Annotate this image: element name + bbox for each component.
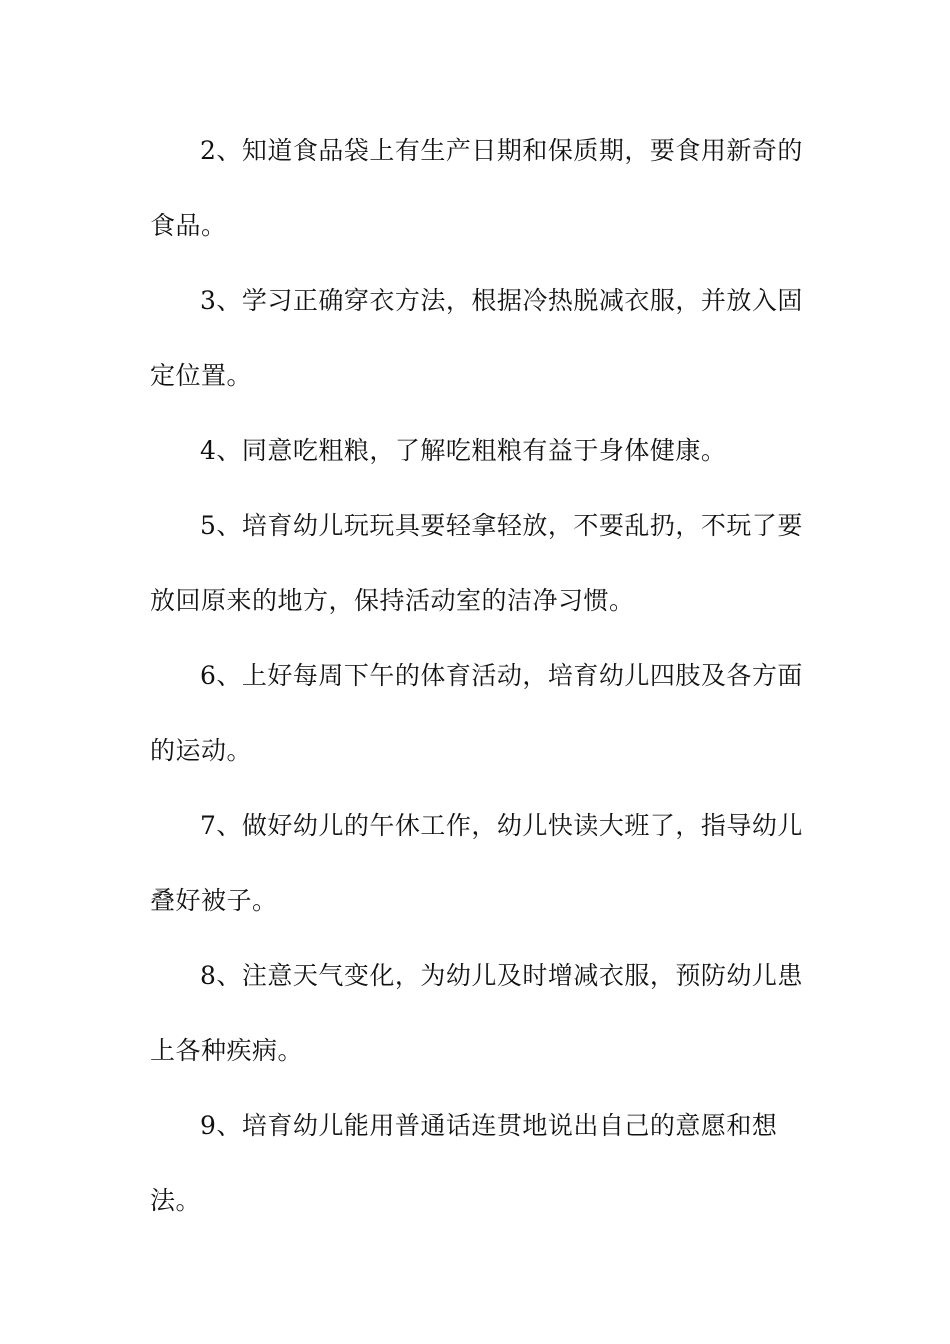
paragraph-item-3: 3、学习正确穿衣方法，根据冷热脱减衣服，并放入固定位置。 bbox=[150, 286, 803, 390]
paragraph-item-6: 6、上好每周下午的体育活动，培育幼儿四肢及各方面的运动。 bbox=[150, 661, 803, 765]
paragraph-item-8: 8、注意天气变化，为幼儿及时增减衣服，预防幼儿患上各种疾病。 bbox=[150, 961, 803, 1065]
paragraph-item-7: 7、做好幼儿的午休工作，幼儿快读大班了，指导幼儿叠好被子。 bbox=[150, 811, 803, 915]
paragraph-item-5: 5、培育幼儿玩玩具要轻拿轻放，不要乱扔，不玩了要放回原来的地方，保持活动室的洁净习惯。 bbox=[150, 511, 803, 615]
paragraph-item-4: 4、同意吃粗粮，了解吃粗粮有益于身体健康。 bbox=[200, 436, 727, 465]
document-body bbox=[150, 113, 810, 1238]
paragraph-item-2: 2、知道食品袋上有生产日期和保质期，要食用新奇的食品。 bbox=[150, 136, 803, 240]
paragraph-item-9: 9、培育幼儿能用普通话连贯地说出自己的意愿和想法。 bbox=[150, 1111, 778, 1215]
